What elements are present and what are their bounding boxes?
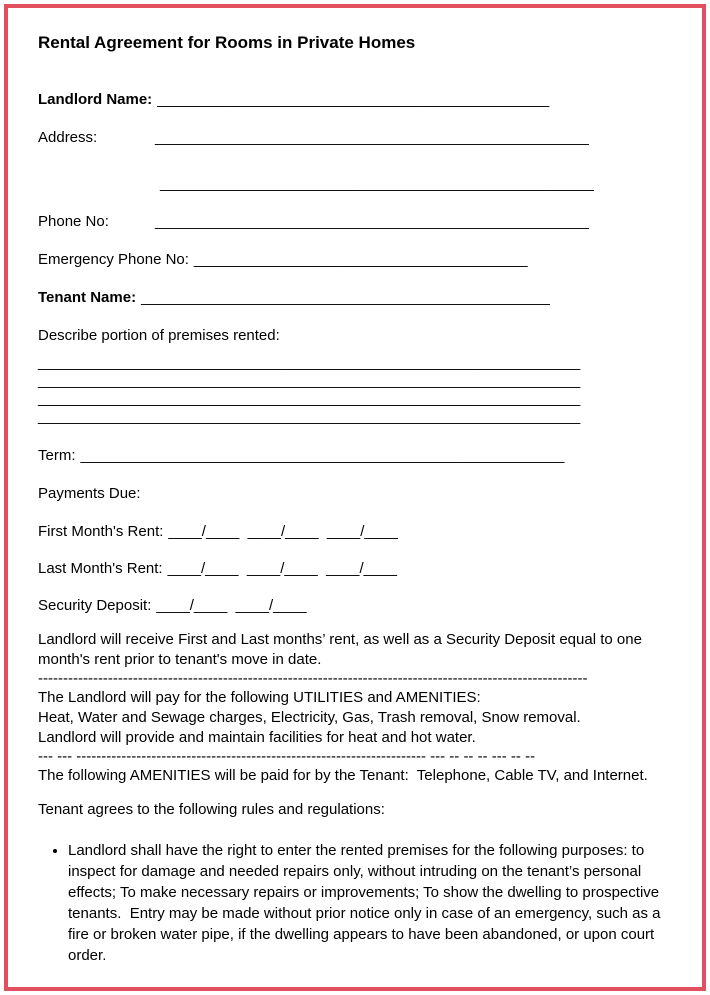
utilities-paragraph-line1: The Landlord will pay for the following UTILITIES and AMENITIES: <box>38 689 481 706</box>
last-month-rent-label: Last Month's Rent: <box>38 560 163 577</box>
security-deposit-label: Security Deposit: <box>38 597 152 614</box>
last-month-rent-field <box>38 559 668 579</box>
rules-intro: Tenant agrees to the following rules and regulations: <box>38 801 385 818</box>
landlord-name-field <box>38 90 668 110</box>
address-field-2 <box>155 174 668 194</box>
tenant-name-field <box>38 288 668 308</box>
phone-field <box>38 212 668 232</box>
page-title: Rental Agreement for Rooms in Private Homes <box>38 33 416 52</box>
tenant-name-label: Tenant Name: <box>38 289 137 306</box>
first-month-rent-blanks: ____/____ ____/____ ____/____ <box>168 523 398 540</box>
receive-paragraph: Landlord will receive First and Last months’ rent, as well as a Security Deposit equal to one month's rent prior to tenant's move in date. <box>38 631 647 668</box>
premises-line: _________________________________________________________________ <box>38 354 581 371</box>
phone-line: ____________________________________________________ <box>155 213 589 230</box>
first-month-rent-field <box>38 522 668 542</box>
address-label: Address: <box>38 129 98 146</box>
premises-label: Describe portion of premises rented: <box>38 327 280 344</box>
document-page <box>4 4 706 991</box>
utilities-paragraph-line3: Landlord will provide and maintain facilities for heat and hot water. <box>38 729 476 746</box>
emergency-phone-label: Emergency Phone No: <box>38 251 189 268</box>
premises-line: _________________________________________________________________ <box>38 408 581 425</box>
premises-line: _________________________________________________________________ <box>38 372 581 389</box>
term-line: __________________________________________________________ <box>80 447 565 464</box>
emergency-phone-line: ________________________________________ <box>193 251 528 268</box>
security-deposit-field <box>38 596 668 616</box>
term-label: Term: <box>38 447 76 464</box>
security-deposit-blanks: ____/____ ____/____ <box>156 597 307 614</box>
divider-line-2: --- --- ---------------------------------------------------------------------- --- -- -- -- --- -- -- <box>38 748 536 765</box>
term-field <box>38 446 668 466</box>
emergency-phone-field <box>38 250 668 270</box>
tenant-amenities-paragraph: The following AMENITIES will be paid for by the Tenant: Telephone, Cable TV, and Internet. <box>38 767 648 784</box>
rules-list-item: • Landlord shall have the right to enter the rented premises for the following purposes: to inspect for damage and needed repairs only, without intruding on the tenant’s personal effects; To make necessary repairs or improvements; To show the dwelling to prospective tenants. Entry may be made without prior notice only in case of an emergency, such as a fire or broken water pipe, if the dwelling appears to have been abandoned, or upon court order. <box>68 840 668 966</box>
payments-due-label: Payments Due: <box>38 485 141 502</box>
address-line-1: ____________________________________________________ <box>155 129 589 146</box>
first-month-rent-label: First Month's Rent: <box>38 523 164 540</box>
landlord-name-line: _______________________________________________ <box>157 91 550 108</box>
address-line-2: ____________________________________________________ <box>160 175 594 192</box>
utilities-paragraph-line2: Heat, Water and Sewage charges, Electricity, Gas, Trash removal, Snow removal. <box>38 709 581 726</box>
address-field <box>38 128 668 148</box>
premises-line: _________________________________________________________________ <box>38 390 581 407</box>
divider-line: -------------------------------------------------------------------------------------------------------------- <box>38 670 588 687</box>
tenant-name-line: _________________________________________________ <box>141 289 550 306</box>
landlord-name-label: Landlord Name: <box>38 91 153 108</box>
phone-label: Phone No: <box>38 213 109 230</box>
last-month-rent-blanks: ____/____ ____/____ ____/____ <box>167 560 397 577</box>
rules-list <box>38 840 668 966</box>
